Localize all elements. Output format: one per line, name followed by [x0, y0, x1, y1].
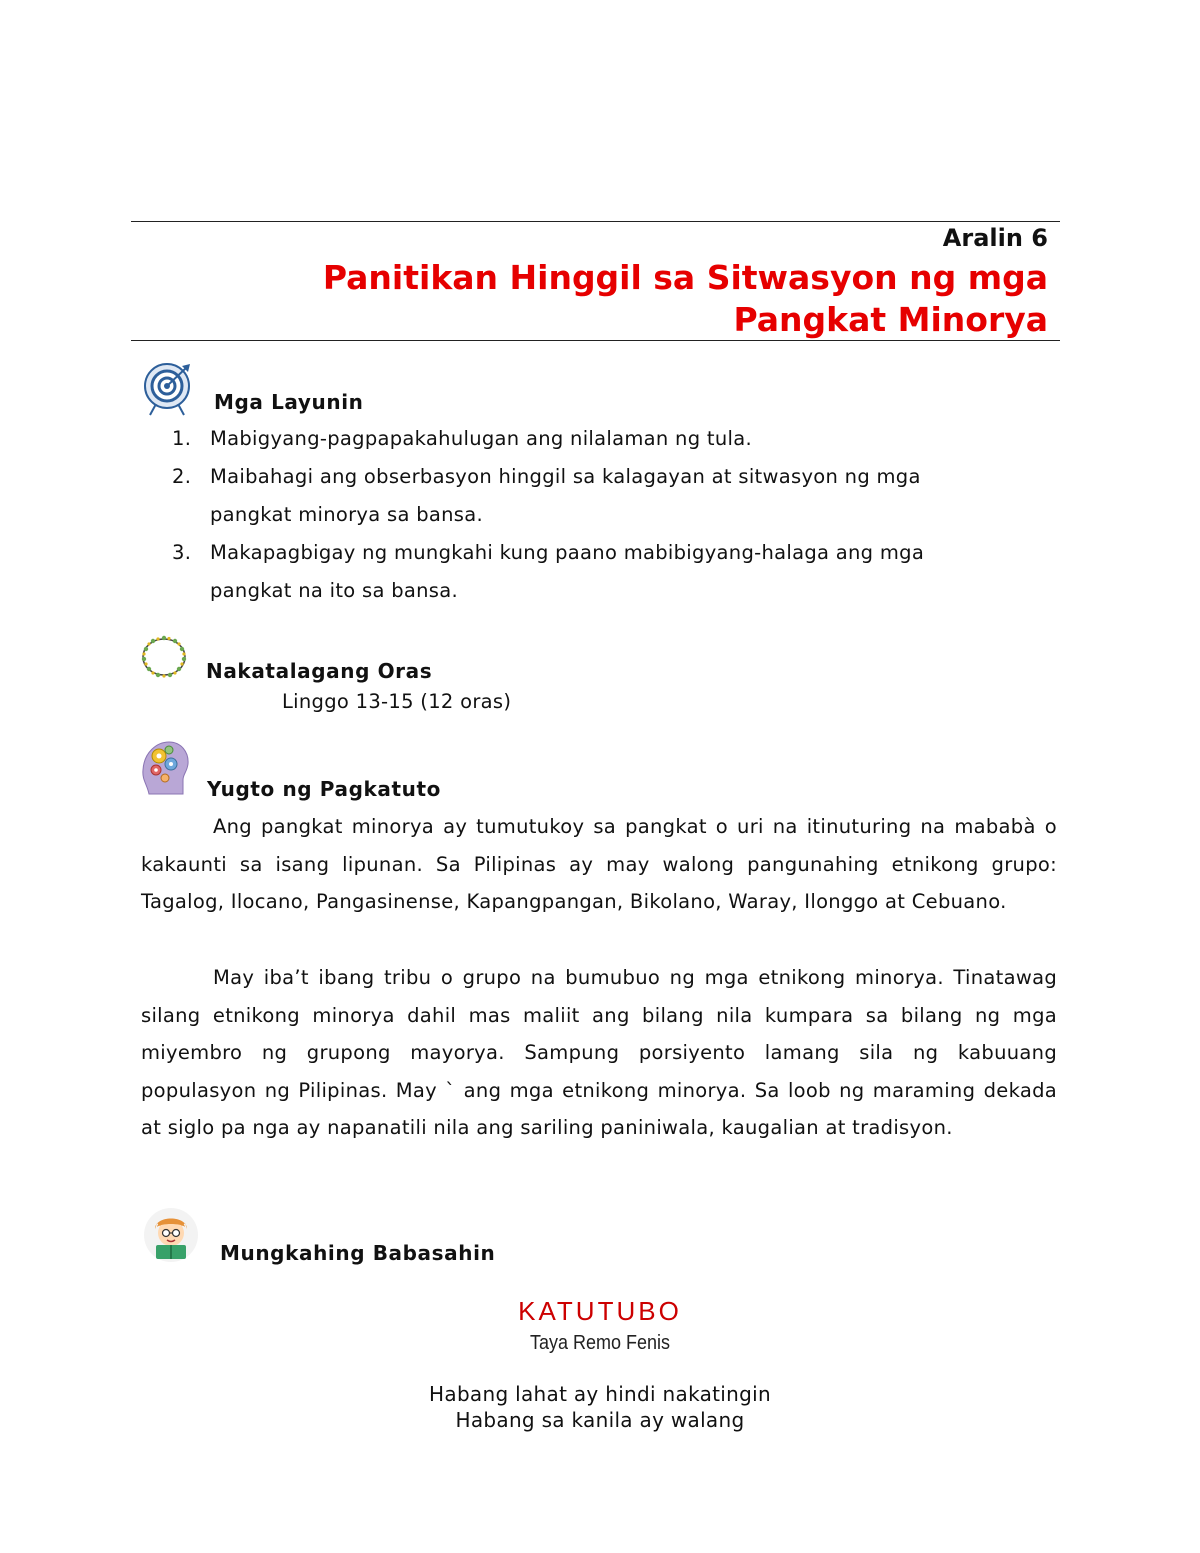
list-number: 3.: [172, 541, 192, 564]
reading-child-icon: [141, 1207, 201, 1263]
top-divider: [131, 221, 1060, 222]
objectives-heading: Mga Layunin: [214, 390, 364, 414]
allotted-time-value: Linggo 13-15 (12 oras): [282, 690, 512, 713]
allotted-time-heading: Nakatalagang Oras: [206, 659, 433, 683]
list-item: [172, 420, 1002, 458]
lesson-title-line-1: Panitikan Hinggil sa Sitwasyon ng mga: [322, 258, 1048, 297]
poem-author: Taya Remo Fenis: [529, 1332, 671, 1354]
list-text: Mabigyang-pagpapakahulugan ang nilalaman ng tula.: [210, 427, 752, 450]
list-number: 1.: [172, 427, 192, 450]
poem-title: KATUTUBO: [518, 1296, 682, 1326]
paragraph: May iba’t ibang tribu o grupo na bumubuo ng mga etnikong minorya. Tinatawag silang etnikong minorya dahil mas maliit ang bilang nila kumpara sa bilang ng mga miyembro ng grupong mayorya. Sampung porsiyento lamang sila ng kabuuang populasyon ng Pilipinas. May ` ang mga etnikong minorya. Sa loob ng maraming dekada at siglo pa nga ay napanatili nila ang sariling paniniwala, kaugalian at tradisyon.: [141, 966, 1057, 1140]
paragraph: Ang pangkat minorya ay tumutukoy sa pangkat o uri na itinuturing na mababà o kakaunti sa isang lipunan. Sa Pilipinas ay may walong pangunahing etnikong grupo: Tagalog, Ilocano, Pangasinense, Kapangpangan, Bikolano, Waray, Ilonggo at Cebuano.: [141, 815, 1057, 914]
objectives-list: [172, 420, 1002, 610]
head-gears-icon: [139, 736, 191, 798]
lesson-title: [148, 257, 1048, 341]
list-text: Maibahagi ang obserbasyon hinggil sa kalagayan at sitwasyon ng mga pangkat minorya sa bansa.: [210, 465, 921, 526]
lesson-number: Aralin 6: [942, 224, 1048, 252]
clock-icon: [139, 634, 189, 680]
suggested-reading-heading: Mungkahing Babasahin: [220, 1241, 496, 1265]
poem-line: Habang sa kanila ay walang: [455, 1408, 745, 1432]
list-text: Makapagbigay ng mungkahi kung paano mabibigyang-halaga ang mga pangkat na ito sa bansa.: [210, 541, 925, 602]
lesson-title-line-2: Pangkat Minorya: [733, 300, 1048, 339]
list-item: [172, 534, 1002, 610]
list-number: 2.: [172, 465, 192, 488]
list-item: [172, 458, 1002, 534]
target-icon: [142, 362, 194, 416]
learning-phase-heading: Yugto ng Pagkatuto: [207, 777, 441, 801]
poem-line: Habang lahat ay hindi nakatingin: [429, 1382, 771, 1406]
bottom-divider: [131, 340, 1060, 341]
